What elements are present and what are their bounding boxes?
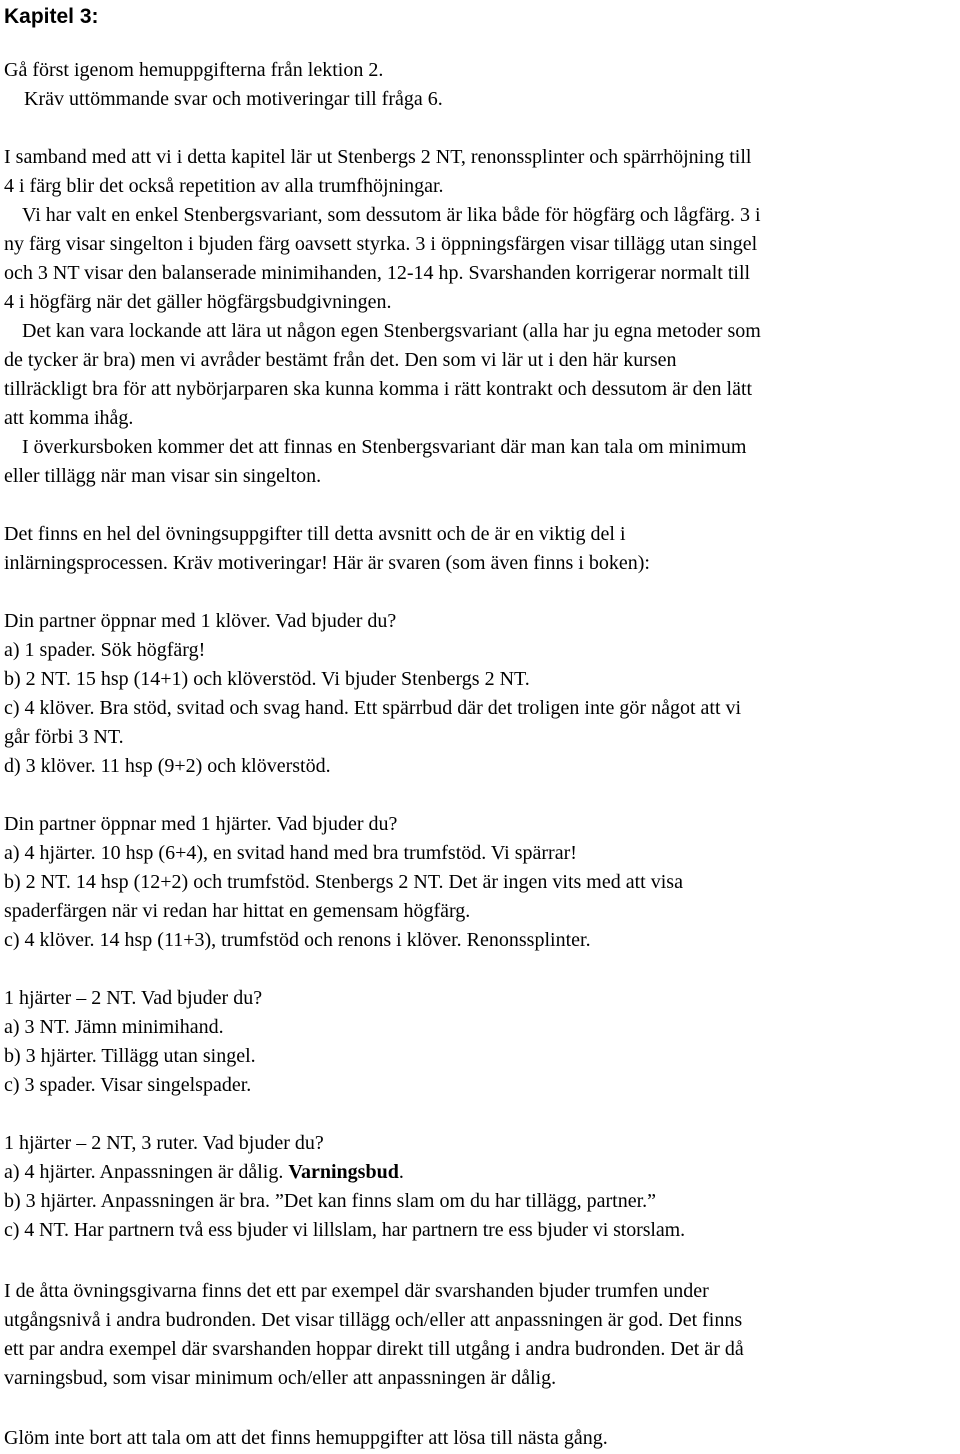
- para3-line-1: I de åtta övningsgivarna finns det ett par exempel där svarshanden bjuder trumfen under: [4, 1280, 709, 1302]
- para1-line-5: och 3 NT visar den balanserade minimihanden, 12-14 hp. Svarshanden korrigerar normalt till: [4, 262, 751, 284]
- q2-answer-b-cont: spaderfärgen när vi redan har hittat en gemensam högfärg.: [4, 900, 471, 922]
- para1-line-4: ny färg visar singelton i bjuden färg oavsett styrka. 3 i öppningsfärgen visar tillägg utan singel: [4, 233, 758, 255]
- para3-line-2: utgångsnivå i andra budronden. Det visar tillägg och/eller att anpassningen är god. Det finns: [4, 1309, 743, 1331]
- intro-line-1: Gå först igenom hemuppgifterna från lektion 2.: [4, 59, 384, 81]
- q2-answer-a: a) 4 hjärter. 10 hsp (6+4), en svitad hand med bra trumfstöd. Vi spärrar!: [4, 842, 577, 864]
- q4-answer-c: c) 4 NT. Har partnern två ess bjuder vi lillslam, har partnern tre ess bjuder vi storslam.: [4, 1219, 685, 1241]
- q3-answer-a: a) 3 NT. Jämn minimihand.: [4, 1016, 224, 1038]
- q4-question: 1 hjärter – 2 NT, 3 ruter. Vad bjuder du?: [4, 1132, 324, 1154]
- para1-line-7: Det kan vara lockande att lära ut någon egen Stenbergsvariant (alla har ju egna metoder som: [22, 320, 761, 342]
- q4-answer-a-bold: Varningsbud: [288, 1161, 399, 1183]
- para1-line-2: 4 i färg blir det också repetition av alla trumfhöjningar.: [4, 175, 444, 197]
- q3-answer-b: b) 3 hjärter. Tillägg utan singel.: [4, 1045, 256, 1067]
- para3-line-3: ett par andra exempel där svarshanden hoppar direkt till utgång i andra budronden. Det är då: [4, 1338, 744, 1360]
- chapter-heading: Kapitel 3:: [4, 5, 99, 28]
- q1-answer-a: a) 1 spader. Sök högfärg!: [4, 639, 206, 661]
- q3-answer-c: c) 3 spader. Visar singelspader.: [4, 1074, 252, 1096]
- q1-question: Din partner öppnar med 1 klöver. Vad bjuder du?: [4, 610, 397, 632]
- para3-line-4: varningsbud, som visar minimum och/eller att anpassningen är dålig.: [4, 1367, 557, 1389]
- para1-line-10: att komma ihåg.: [4, 407, 134, 429]
- para2-line-2: inlärningsprocessen. Kräv motiveringar! Här är svaren (som även finns i boken):: [4, 552, 650, 574]
- closing-line: Glöm inte bort att tala om att det finns hemuppgifter att lösa till nästa gång.: [4, 1427, 608, 1449]
- para1-line-11: I överkursboken kommer det att finnas en Stenbergsvariant där man kan tala om minimum: [22, 436, 747, 458]
- intro-line-2: Kräv uttömmande svar och motiveringar till fråga 6.: [24, 88, 443, 110]
- q4-answer-a: [4, 1158, 404, 1187]
- para1-line-3: Vi har valt en enkel Stenbergsvariant, som dessutom är lika både för högfärg och lågfärg. 3 i: [22, 204, 761, 226]
- para1-line-8: de tycker är bra) men vi avråder bestämt från det. Den som vi lär ut i den här kursen: [4, 349, 677, 371]
- q4-answer-a-text: a) 4 hjärter. Anpassningen är dålig.: [4, 1161, 289, 1183]
- q2-question: Din partner öppnar med 1 hjärter. Vad bjuder du?: [4, 813, 398, 835]
- q4-answer-b: b) 3 hjärter. Anpassningen är bra. ”Det kan finns slam om du har tillägg, partner.”: [4, 1190, 657, 1212]
- para1-line-9: tillräckligt bra för att nybörjarparen ska kunna komma i rätt kontrakt och dessutom är den lätt: [4, 378, 753, 400]
- para1-line-12: eller tillägg när man visar sin singelton.: [4, 465, 322, 487]
- q1-answer-c: c) 4 klöver. Bra stöd, svitad och svag hand. Ett spärrbud där det troligen inte gör något att vi: [4, 697, 742, 719]
- q2-answer-c: c) 4 klöver. 14 hsp (11+3), trumfstöd och renons i klöver. Renonssplinter.: [4, 929, 591, 951]
- q2-answer-b: b) 2 NT. 14 hsp (12+2) och trumfstöd. Stenbergs 2 NT. Det är ingen vits med att visa: [4, 871, 683, 893]
- para1-line-1: I samband med att vi i detta kapitel lär ut Stenbergs 2 NT, renonssplinter och spärrhöjning till: [4, 146, 752, 168]
- q4-answer-a-end: .: [398, 1161, 404, 1183]
- para1-line-6: 4 i högfärg när det gäller högfärgsbudgivningen.: [4, 291, 392, 313]
- q1-answer-c-cont: går förbi 3 NT.: [4, 726, 124, 748]
- q3-question: 1 hjärter – 2 NT. Vad bjuder du?: [4, 987, 263, 1009]
- para2-line-1: Det finns en hel del övningsuppgifter till detta avsnitt och de är en viktig del i: [4, 523, 626, 545]
- q1-answer-d: d) 3 klöver. 11 hsp (9+2) och klöverstöd.: [4, 755, 331, 777]
- q1-answer-b: b) 2 NT. 15 hsp (14+1) och klöverstöd. Vi bjuder Stenbergs 2 NT.: [4, 668, 530, 690]
